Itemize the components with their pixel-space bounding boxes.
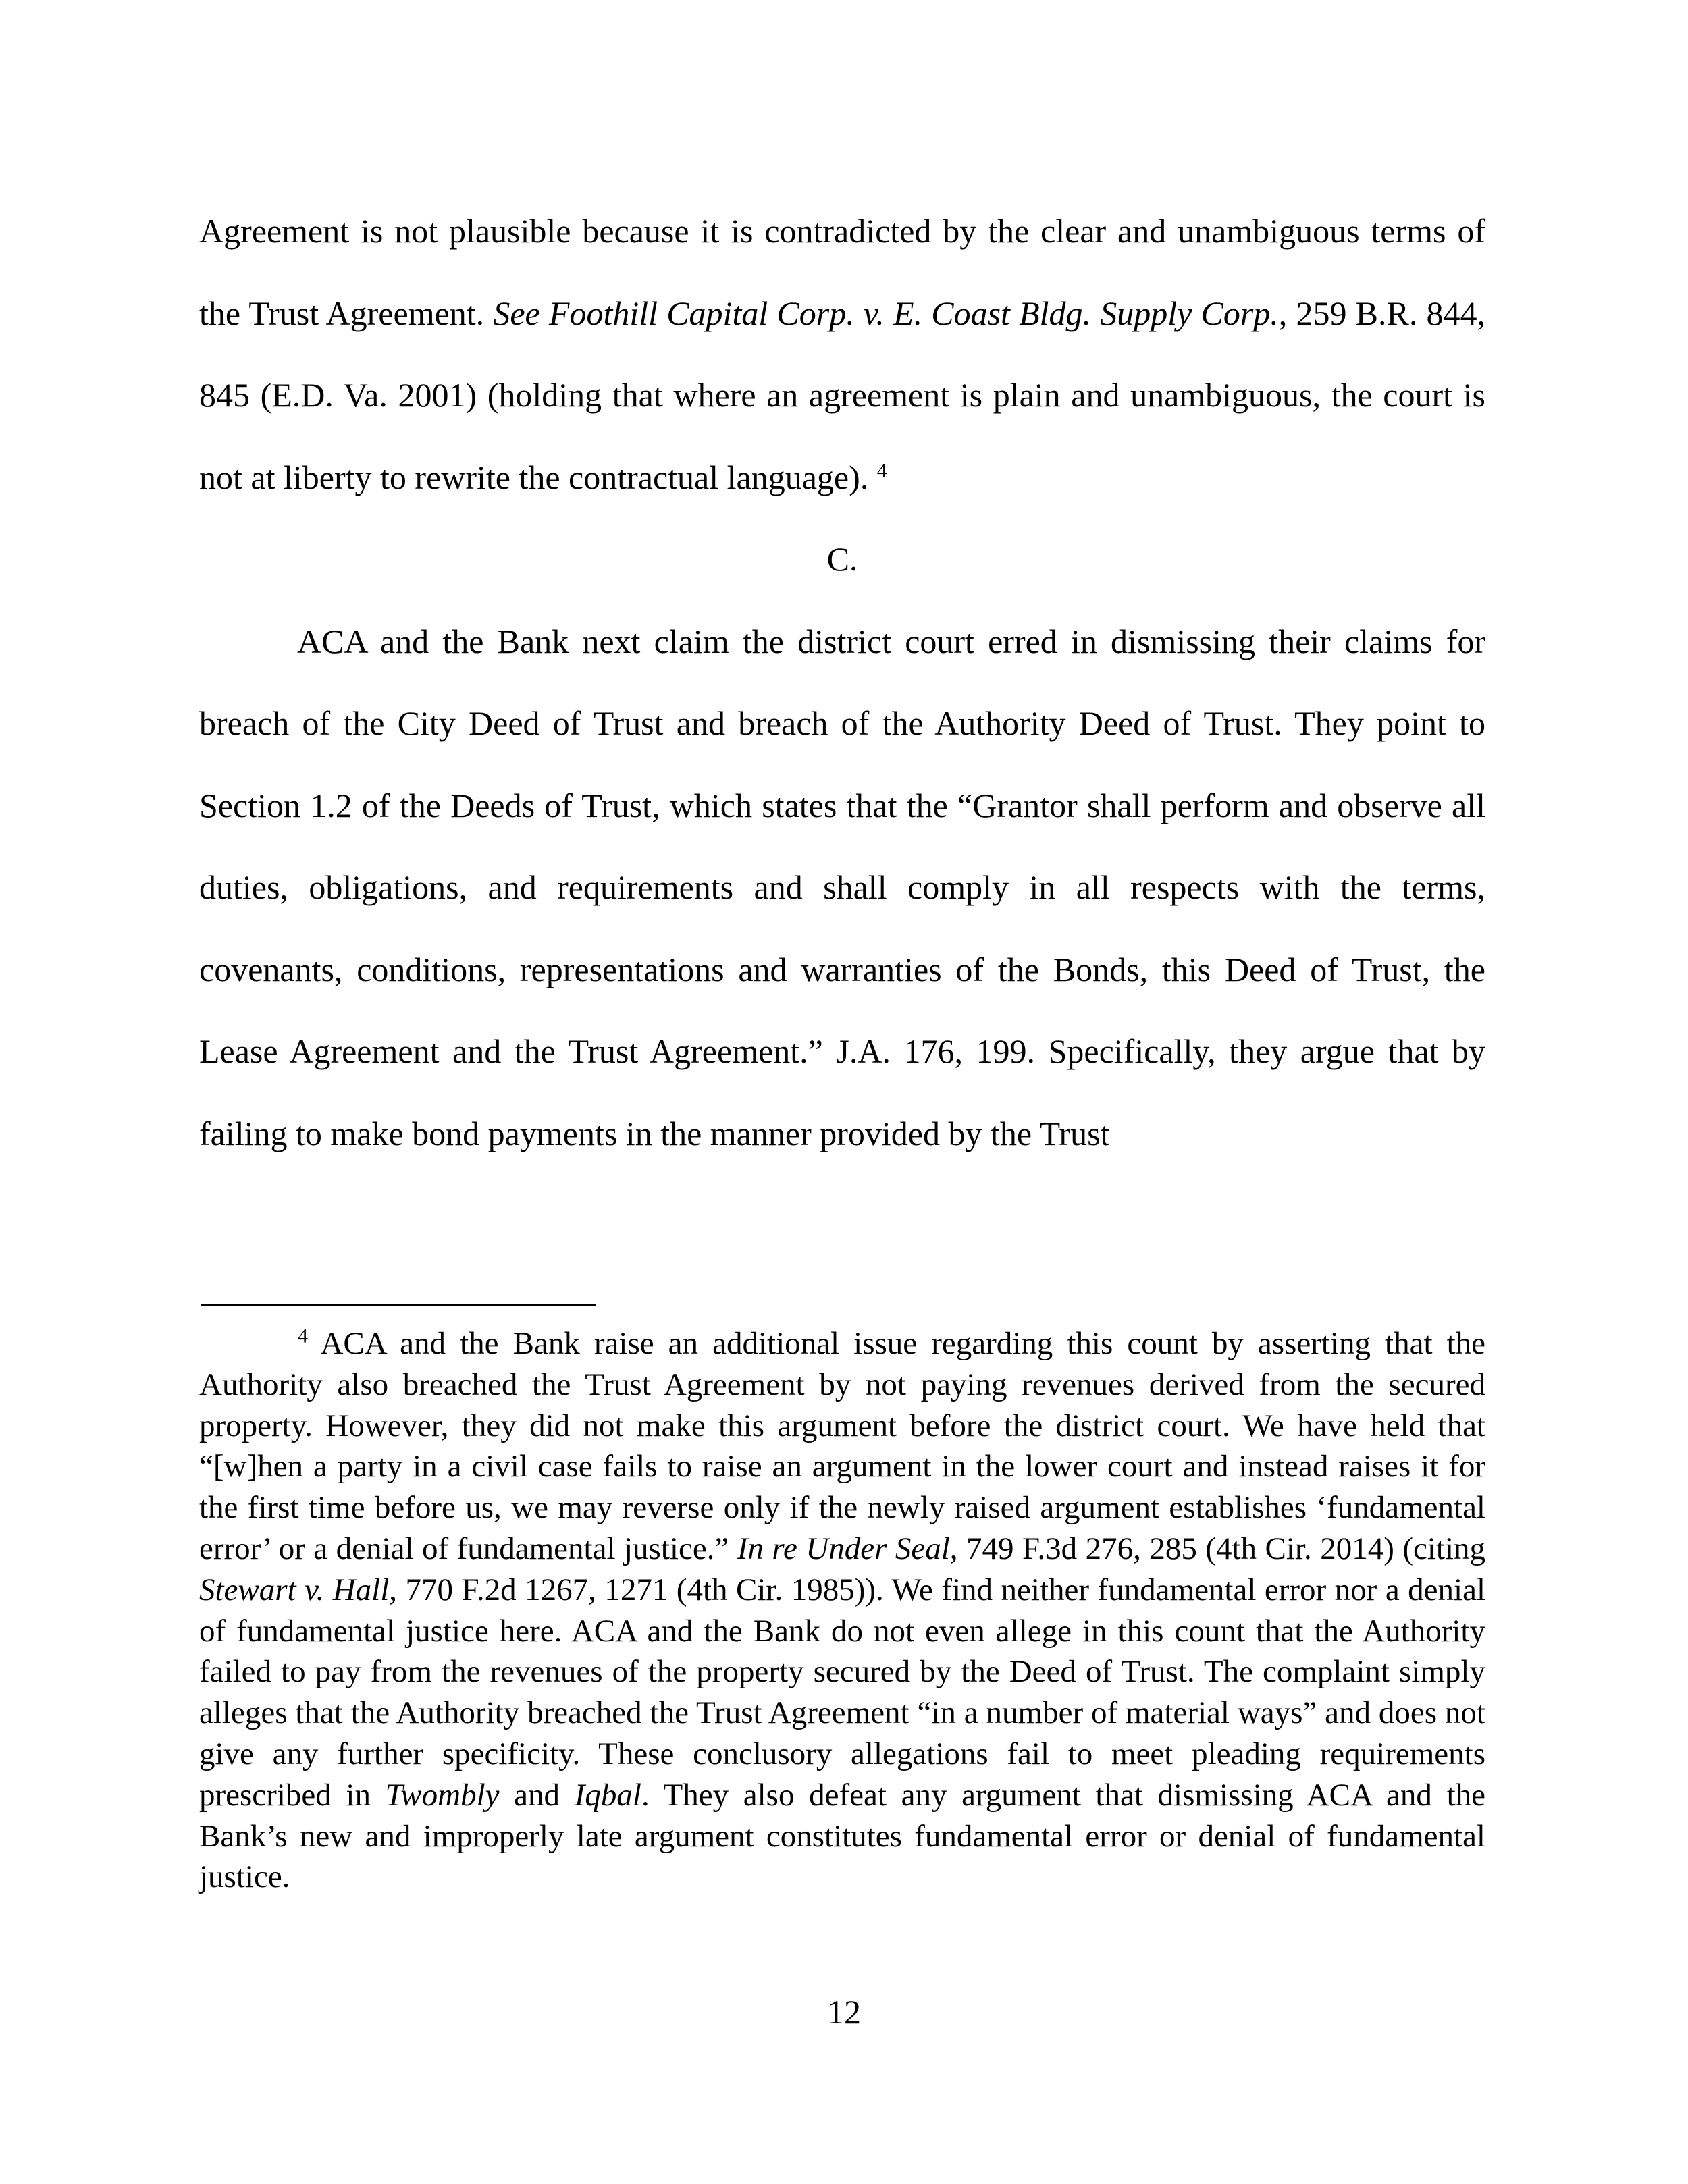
case-citation-stewart: Stewart v. Hall bbox=[199, 1572, 390, 1607]
main-body-text bbox=[199, 190, 1485, 1175]
page-number: 12 bbox=[827, 1993, 861, 2031]
paragraph-1 bbox=[199, 190, 1485, 518]
case-citation-foothill: See Foothill Capital Corp. v. E. Coast Bldg. Supply Corp. bbox=[493, 294, 1279, 332]
case-citation-under-seal: In re Under Seal bbox=[737, 1530, 950, 1566]
section-heading: C. bbox=[826, 540, 858, 578]
paragraph-1-text-b: , 259 B.R. 844, 845 (E.D. Va. 2001) (holding that where an agreement is plain and unambiguous, the court is not at liberty to rewrite the contractual language). bbox=[199, 294, 1486, 496]
case-citation-twombly: Twombly bbox=[385, 1777, 500, 1813]
paragraph-2: ACA and the Bank next claim the district court erred in dismissing their claims for breach of the City Deed of Trust and breach of the Authority Deed of Trust. They point to Section 1.2 of the Deeds of Trust, which states that the “Grantor shall perform and observe all duties, obligations, and requirements and shall comply in all respects with the terms, covenants, conditions, representations and warranties of the Bonds, this Deed of Trust, the Lease Agreement and the Trust Agreement.” J.A. 176, 199. Specifically, they argue that by failing to make bond payments in the manner provided by the Trust bbox=[199, 622, 1485, 1152]
footnote-text-d: and bbox=[499, 1777, 575, 1813]
footnote-text-b: , 749 F.3d 276, 285 (4th Cir. 2014) (citing bbox=[949, 1530, 1486, 1566]
footnote-divider bbox=[201, 1304, 596, 1306]
footnote-number: 4 bbox=[298, 1325, 308, 1348]
footnote-4 bbox=[199, 1323, 1485, 1898]
footnote-text-e: . They also defeat any argument that dismissing ACA and the Bank’s new and improperly late argument constitutes fundamental error or denial of fundamental justice. bbox=[199, 1777, 1485, 1895]
case-citation-iqbal: Iqbal bbox=[574, 1777, 641, 1813]
footnote-text-c: , 770 F.2d 1267, 1271 (4th Cir. 1985)). We find neither fundamental error nor a denial of fundamental justice here. ACA and the Bank do not even allege in this count that the Authority failed to pay from the revenues of the property secured by the Deed of Trust. The complaint simply alleges that the Authority breached the Trust Agreement “in a number of material ways” and does not give any further specificity. These conclusory allegations fail to meet pleading requirements prescribed in bbox=[199, 1572, 1486, 1813]
footnote-text-a: ACA and the Bank raise an additional issue regarding this count by asserting that the Authority also breached the Trust Agreement by not paying revenues derived from the secured property. However, they did not make this argument before the district court. We have held that “[w]hen a party in a civil case fails to raise an argument in the lower court and instead raises it for the first time before us, we may reverse only if the newly raised argument establishes ‘fundamental error’ or a denial of fundamental justice.” bbox=[199, 1326, 1485, 1566]
paragraph-1-text-a: Agreement is not plausible because it is contradicted by the clear and unambiguous terms of the Trust Agreement. bbox=[199, 212, 1485, 332]
footnote-reference[interactable]: 4 bbox=[876, 458, 887, 481]
